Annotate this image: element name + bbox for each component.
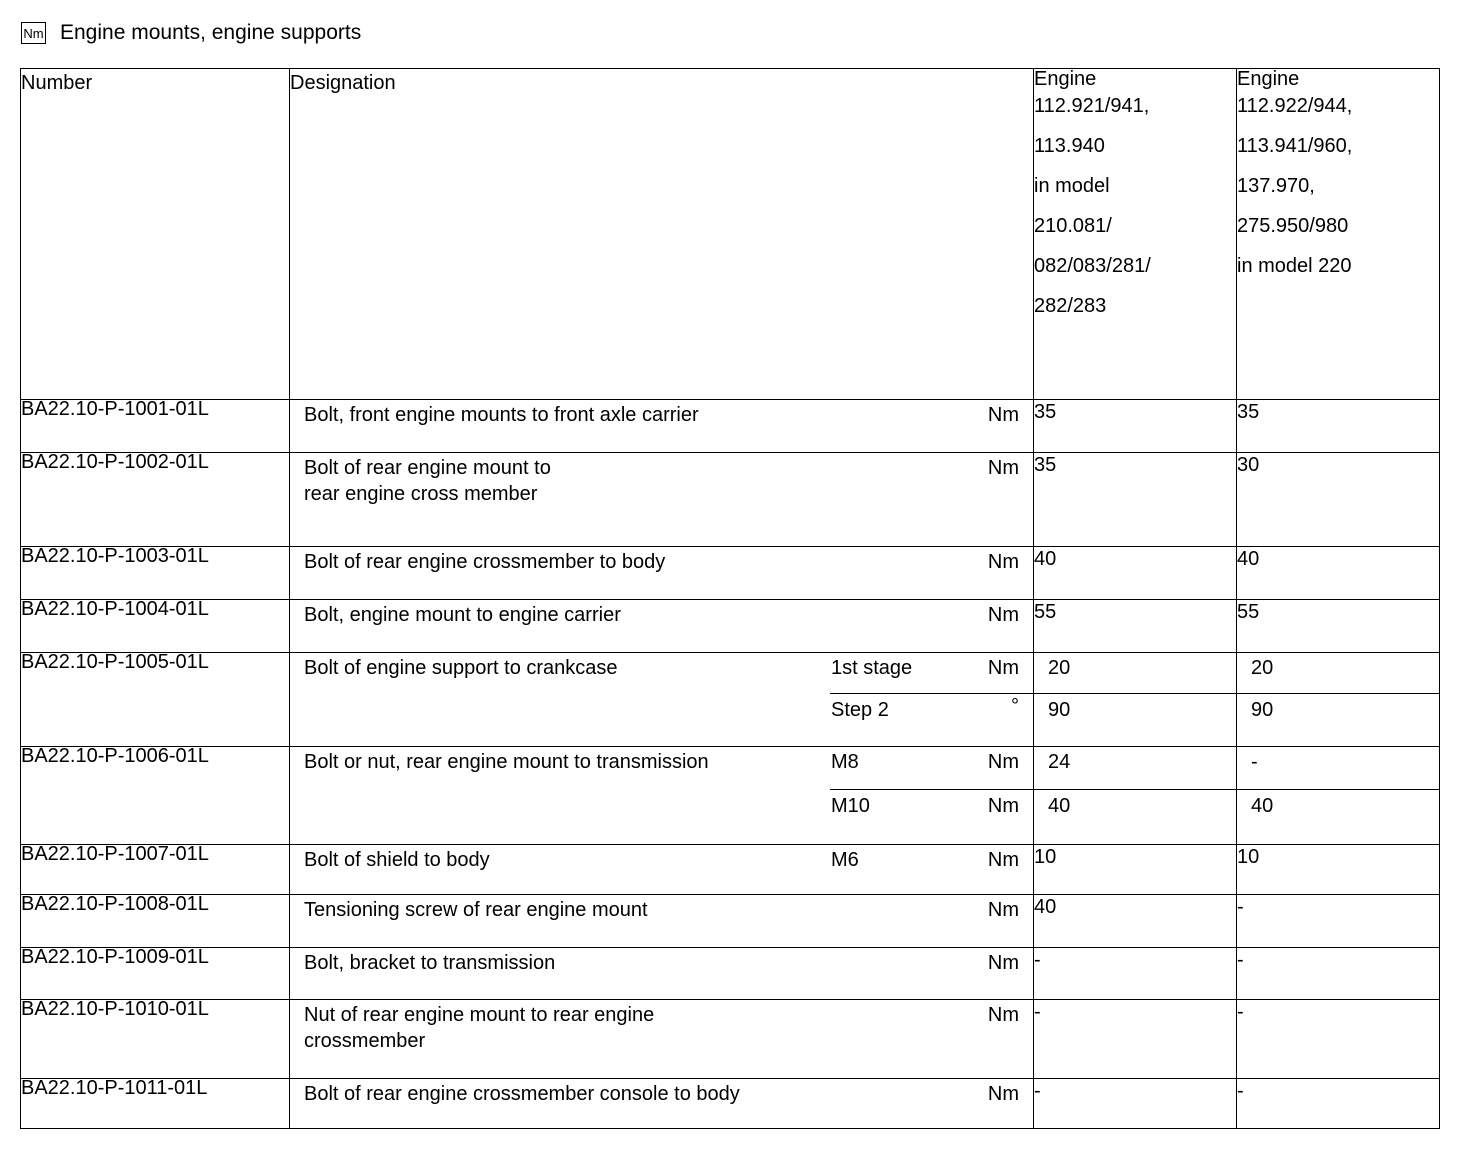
divider — [1237, 789, 1439, 790]
size-label: M6 — [831, 849, 859, 871]
value-engine-2: 40 — [1237, 547, 1440, 600]
row-number[interactable]: BA22.10-P-1011-01L — [21, 1079, 290, 1129]
row-number[interactable]: BA22.10-P-1004-01L — [21, 600, 290, 653]
value-engine-1: 40 — [1034, 547, 1237, 600]
table-row — [21, 600, 1440, 653]
value-engine-1: - — [1034, 948, 1237, 1000]
unit-label: Nm — [987, 899, 1019, 921]
unit-label: Nm — [987, 551, 1019, 573]
header-designation: Designation — [290, 69, 1034, 400]
size-label: M8 — [831, 751, 859, 773]
table-header-row — [21, 69, 1440, 400]
row-number[interactable]: BA22.10-P-1005-01L — [21, 653, 290, 747]
table-row — [21, 1079, 1440, 1129]
value-engine-1: 35 — [1034, 400, 1237, 453]
torque-spec-table — [20, 68, 1440, 1129]
table-row — [21, 747, 1440, 845]
divider — [830, 789, 1033, 790]
unit-label: Nm — [987, 457, 1019, 479]
row-designation: Bolt of rear engine crossmember console to body Nm — [290, 1079, 1034, 1129]
table-row — [21, 895, 1440, 948]
value-engine-1: - — [1034, 1000, 1237, 1079]
value-engine-2: 35 — [1237, 400, 1440, 453]
row-number[interactable]: BA22.10-P-1010-01L — [21, 1000, 290, 1079]
value-engine-2: 30 — [1237, 453, 1440, 547]
torque-nm-icon: Nm — [21, 22, 46, 44]
header-number: Number — [21, 69, 290, 400]
header-engine-1: Engine 112.921/941, 113.940 in model 210.081/ 082/083/281/ 282/283 — [1034, 69, 1237, 400]
row-designation: Bolt of rear engine crossmember to body Nm — [290, 547, 1034, 600]
row-designation: Bolt of rear engine mount to rear engine cross member Nm — [290, 453, 1034, 547]
unit-label: Nm — [987, 952, 1019, 974]
stage-label: Step 2 — [831, 699, 889, 721]
divider — [1237, 693, 1439, 694]
row-designation: Bolt, front engine mounts to front axle carrier Nm — [290, 400, 1034, 453]
table-row — [21, 400, 1440, 453]
row-designation: Nut of rear engine mount to rear engine crossmember Nm — [290, 1000, 1034, 1079]
size-label: M10 — [831, 795, 870, 817]
row-number[interactable]: BA22.10-P-1002-01L — [21, 453, 290, 547]
table-row — [21, 653, 1440, 747]
row-number[interactable]: BA22.10-P-1009-01L — [21, 948, 290, 1000]
table-row — [21, 453, 1440, 547]
divider — [1034, 789, 1236, 790]
table-row — [21, 547, 1440, 600]
value-engine-1: 24 40 — [1034, 747, 1237, 845]
unit-label: Nm — [987, 657, 1019, 679]
row-number[interactable]: BA22.10-P-1001-01L — [21, 400, 290, 453]
value-engine-2: - — [1237, 1000, 1440, 1079]
row-designation: Bolt of shield to body M6 Nm — [290, 845, 1034, 895]
unit-label: Nm — [987, 849, 1019, 871]
value-engine-2: - 40 — [1237, 747, 1440, 845]
unit-label: Nm — [987, 1004, 1019, 1026]
page-header — [21, 19, 361, 47]
unit-label: Nm — [987, 404, 1019, 426]
row-designation: Bolt, engine mount to engine carrier Nm — [290, 600, 1034, 653]
value-engine-1: - — [1034, 1079, 1237, 1129]
value-engine-2: 55 — [1237, 600, 1440, 653]
page-title: Engine mounts, engine supports — [60, 21, 362, 44]
value-engine-1: 20 90 — [1034, 653, 1237, 747]
header-engine-2: Engine 112.922/944, 113.941/960, 137.970, 275.950/980 in model 220 — [1237, 69, 1440, 400]
unit-label: Nm — [987, 751, 1019, 773]
divider — [1034, 693, 1236, 694]
row-designation: Bolt or nut, rear engine mount to transmission M8 Nm M10 Nm — [290, 747, 1034, 845]
table-row — [21, 1000, 1440, 1079]
row-number[interactable]: BA22.10-P-1007-01L — [21, 845, 290, 895]
value-engine-1: 40 — [1034, 895, 1237, 948]
row-number[interactable]: BA22.10-P-1003-01L — [21, 547, 290, 600]
stage-label: 1st stage — [831, 657, 913, 679]
value-engine-2: - — [1237, 895, 1440, 948]
row-number[interactable]: BA22.10-P-1008-01L — [21, 895, 290, 948]
unit-label: ° — [1011, 695, 1019, 717]
value-engine-2: 10 — [1237, 845, 1440, 895]
value-engine-2: 20 90 — [1237, 653, 1440, 747]
value-engine-2: - — [1237, 1079, 1440, 1129]
unit-label: Nm — [987, 1083, 1019, 1105]
unit-label: Nm — [987, 604, 1019, 626]
table-row — [21, 948, 1440, 1000]
row-designation: Tensioning screw of rear engine mount Nm — [290, 895, 1034, 948]
row-designation: Bolt, bracket to transmission Nm — [290, 948, 1034, 1000]
unit-label: Nm — [987, 795, 1019, 817]
value-engine-1: 35 — [1034, 453, 1237, 547]
row-designation: Bolt of engine support to crankcase 1st stage Nm Step 2 ° — [290, 653, 1034, 747]
value-engine-1: 55 — [1034, 600, 1237, 653]
value-engine-1: 10 — [1034, 845, 1237, 895]
row-number[interactable]: BA22.10-P-1006-01L — [21, 747, 290, 845]
divider — [830, 693, 1033, 694]
value-engine-2: - — [1237, 948, 1440, 1000]
table-row — [21, 845, 1440, 895]
